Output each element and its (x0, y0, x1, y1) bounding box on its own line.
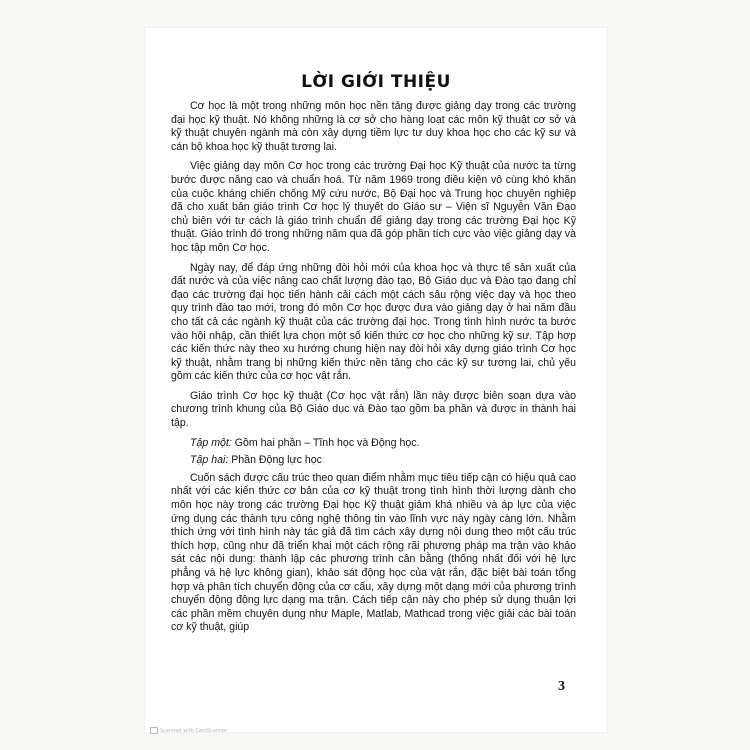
page-title: LỜI GIỚI THIỆU (301, 72, 451, 92)
volume-one-text: Gồm hai phần – Tĩnh học và Động học. (231, 436, 420, 449)
volume-two-line (171, 454, 576, 468)
body-text (171, 100, 576, 641)
volume-two-text: Phần Động lực học (228, 454, 322, 467)
paragraph-1: Cơ học là một trong những môn học nền tảng được giảng dạy trong các trường đại học kỹ thuật. Nó không những là cơ sở cho hàng loạt các môn kỹ thuật cơ sở và kỹ thuật chuyên ngành mà còn xây dựng tiềm lực tư duy khoa học cho các kỹ sư và cán bộ khoa học kỹ thuật tương lai. (171, 100, 576, 153)
paragraph-4: Giáo trình Cơ học kỹ thuật (Cơ học vật rắn) lần này được biên soạn dựa vào chương trình khung của Bộ Giáo dục và Đào tạo gồm ba phần và được in thành hai tập. (171, 389, 576, 430)
paragraph-3: Ngày nay, để đáp ứng những đòi hỏi mới của khoa học và thực tế sản xuất của đất nước và của việc nâng cao chất lượng đào tạo, Bộ Giáo dục và Đào tạo đang chỉ đạo các trường đại học tiến hành cải cách một cách sâu rộng việc dạy và học theo quy trình đào tạo mới, trong đó môn Cơ học được đưa vào giảng dạy ở hai năm đầu cho tất cả các ngành kỹ thuật của các trường đại học. Trong tình hình nước ta bước vào hội nhập, cần thiết lựa chọn một số kiến thức cơ học cho những kỹ sư. Tập hợp các kiến thức này theo xu hướng chung hiện nay đòi hỏi xây dựng giáo trình Cơ học kỹ thuật, nhằm trang bị những kiến thức nền tảng cho các kỹ sư tương lai, chủ yếu gồm các kiến thức của cơ học vật rắn. (171, 261, 576, 383)
volume-two-label: Tập hai: (190, 454, 229, 467)
watermark-text: Scanned with CamScanner (160, 727, 228, 734)
page-number: 3 (558, 679, 565, 694)
paragraph-2: Việc giảng dạy môn Cơ học trong các trường Đại học Kỹ thuật của nước ta từng bước được nâng cao và chuẩn hoá. Từ năm 1969 trong điều kiện vô cùng khó khăn của cuộc kháng chiến chống Mỹ cứu nước, Bộ Đại học và Trung học chuyên nghiệp đã cho xuất bản giáo trình Cơ học lý thuyết do Giáo sư – Viện sĩ Nguyễn Văn Đạo chủ biên với tư cách là giáo trình chuẩn để giảng dạy trong các trường Đại học Kỹ thuật. Giáo trình đó trong những năm qua đã góp phần tích cực vào việc giảng dạy và học tập môn Cơ học. (171, 160, 576, 254)
scanner-watermark (150, 727, 227, 734)
volume-one-label: Tập một: (190, 436, 232, 449)
camscanner-icon (150, 727, 158, 734)
volume-one-line (171, 437, 576, 451)
paragraph-5: Cuốn sách được cấu trúc theo quan điểm nhằm mục tiêu tiếp cận có hiệu quả cao nhất với các kiến thức cơ bản của cơ kỹ thuật trong tình hình thời lượng dành cho môn học này trong các trường Đại học Kỹ thuật giảm khá nhiều và áp lực của việc ứng dụng các thành tựu công nghệ thông tin vào lĩnh vực này ngày càng lớn. Nhằm thích ứng với tình hình này tác giả đã tìm cách xây dựng nội dung theo một cấu trúc thích hợp, cũng như đã triển khai một cách rộng rãi phương pháp ma trận vào khảo sát các nội dung: thành lập các phương trình cân bằng (thống nhất đối với hệ lực phẳng và hệ lực không gian), khảo sát động học của vật rắn, đặc biệt bài toán tổng hợp và phân tích chuyển động của cơ cấu, xây dựng một dạng mới của phương trình chuyển động động lực dạng ma trận. Cách tiếp cận này cho phép sử dụng thuận lợi các phần mềm chuyên dụng như Maple, Matlab, Mathcad trong việc giải các bài toán cơ kỹ thuật, giúp (171, 471, 576, 634)
